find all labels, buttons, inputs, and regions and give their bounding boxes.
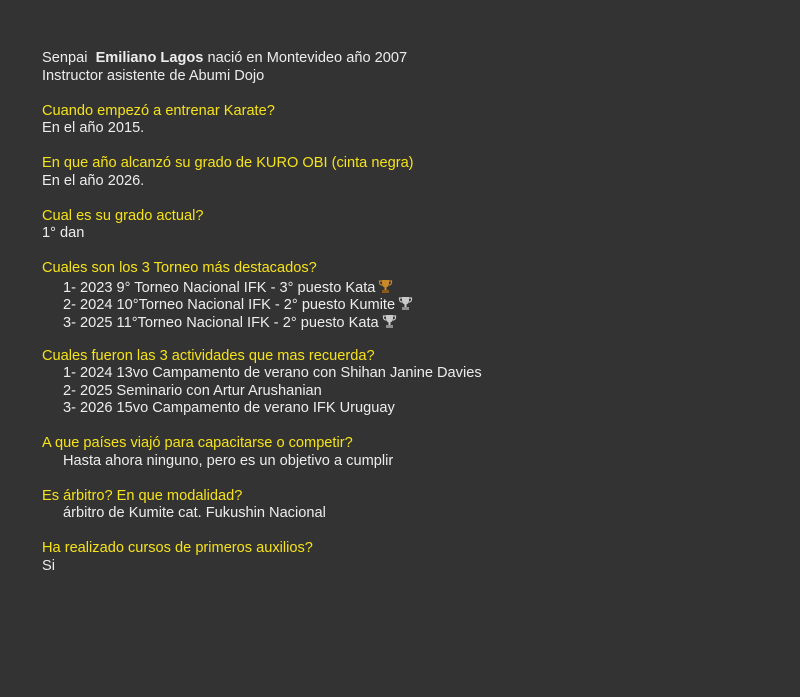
silver-trophy-icon <box>398 295 413 312</box>
intro-role: Instructor asistente de Abumi Dojo <box>42 67 265 84</box>
activity-item: 1- 2024 13vo Campamento de verano con Shihan Janine Davies <box>63 365 482 381</box>
intro-line <box>42 50 782 68</box>
answer-kuro-obi: En el año 2026. <box>42 172 145 189</box>
intro-title: Senpai <box>42 50 88 66</box>
activity-item: 2- 2025 Seminario con Artur Arushanian <box>63 382 322 399</box>
answer-referee: árbitro de Kumite cat. Fukushin Nacional <box>63 505 326 521</box>
bronze-trophy-icon <box>378 278 393 295</box>
tournament-item <box>42 313 782 331</box>
answer-start: En el año 2015. <box>42 120 145 136</box>
question-activities: Cuales fueron las 3 actividades que mas recuerda? <box>42 347 375 364</box>
question-referee: Es árbitro? En que modalidad? <box>42 487 243 504</box>
tournament-item-text: 1- 2023 9° Torneo Nacional IFK - 3° puesto Kata <box>63 279 376 296</box>
tournament-item <box>42 278 782 296</box>
tournament-item-text: 2- 2024 10°Torneo Nacional IFK - 2° puesto Kumite <box>63 297 396 313</box>
question-start: Cuando empezó a entrenar Karate? <box>42 102 275 119</box>
intro-name: Emiliano Lagos <box>95 50 204 66</box>
question-first-aid: Ha realizado cursos de primeros auxilios? <box>42 540 313 556</box>
question-tournaments: Cuales son los 3 Torneo más destacados? <box>42 260 317 276</box>
activity-item: 3- 2026 15vo Campamento de verano IFK Uruguay <box>63 400 395 416</box>
silver-trophy-icon <box>382 313 397 330</box>
tournament-item <box>42 295 782 313</box>
answer-travel: Hasta ahora ninguno, pero es un objetivo a cumplir <box>63 452 394 469</box>
tournament-item-text: 3- 2025 11°Torneo Nacional IFK - 2° puesto Kata <box>63 314 379 331</box>
answer-grade: 1° dan <box>42 225 85 241</box>
answer-first-aid: Si <box>42 557 55 574</box>
question-grade: Cual es su grado actual? <box>42 207 204 224</box>
profile-content <box>42 50 782 575</box>
question-travel: A que países viajó para capacitarse o competir? <box>42 435 353 451</box>
intro-born: nació en Montevideo año 2007 <box>207 50 408 66</box>
question-kuro-obi: En que año alcanzó su grado de KURO OBI (cinta negra) <box>42 155 414 171</box>
